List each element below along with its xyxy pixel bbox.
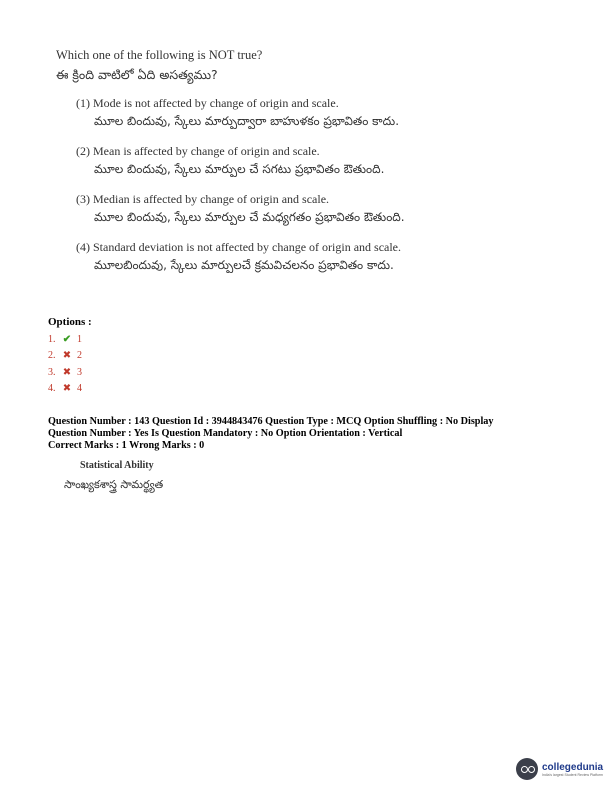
statement-1-en: (1) Mode is not affected by change of origin and scale. [76,96,339,110]
option-2[interactable] [48,348,92,365]
collegedunia-logo [516,752,608,786]
check-icon: ✔ [62,333,72,345]
statement-4-en: (4) Standard deviation is not affected by change of origin and scale. [76,240,402,254]
statement-4-te: మూలబిందువు, స్కేలు మార్పులచే క్రమవిచలనం ప్రభావితం కాదు. [94,258,394,272]
statement-2-en: (2) Mean is affected by change of origin and scale. [76,144,320,158]
options-header: Options : [48,316,92,328]
option-value: 3 [77,366,82,378]
option-4[interactable] [48,381,92,398]
option-value: 1 [77,333,82,345]
statement-2 [76,144,536,179]
option-1[interactable] [48,331,92,348]
logo-brand: collegedunia [542,761,604,773]
meta-line-2: Question Number : Yes Is Question Mandatory : No Option Orientation : Vertical [48,428,403,439]
question-text-en: Which one of the following is NOT true? [56,48,263,62]
option-value: 4 [77,383,82,395]
statement-3-en: (3) Median is affected by change of origin and scale. [76,192,330,206]
cross-icon: ✖ [62,383,72,395]
statement-3 [76,192,536,227]
option-number: 1. [48,333,56,345]
statement-1-te: మూల బిందువు, స్కేలు మార్పుద్వారా బాహుళకం ప్రభావితం కాదు. [94,114,400,128]
question-block [56,48,556,86]
meta-line-1: Question Number : 143 Question Id : 3944843476 Question Type : MCQ Option Shuffling : No Display [48,416,494,427]
subject-title-en: Statistical Ability [80,460,154,471]
statement-3-te: మూల బిందువు, స్కేలు మార్పుల చే మధ్యగతం ప్రభావితం ఔతుంది. [94,210,405,224]
option-number: 4. [48,383,56,395]
subject-title-te: సాంఖ్యకశాస్త్ర సామర్థ్యత [64,478,164,491]
statement-1 [76,96,536,131]
option-number: 3. [48,366,56,378]
subject-section [64,460,164,494]
question-meta [48,416,588,452]
option-number: 2. [48,350,56,362]
question-text-te: ఈ క్రింది వాటిలో ఏది అసత్యము? [56,67,218,82]
option-value: 2 [77,350,82,362]
options-list [48,316,92,397]
statement-4 [76,240,536,275]
mascot-icon [516,758,538,780]
cross-icon: ✖ [62,366,72,378]
logo-tagline: India's largest Student Review Platform [542,772,603,777]
meta-line-3: Correct Marks : 1 Wrong Marks : 0 [48,440,205,451]
cross-icon: ✖ [62,350,72,362]
statement-2-te: మూల బిందువు, స్కేలు మార్పుల చే సగటు ప్రభావితం ఔతుంది. [94,162,385,176]
option-3[interactable] [48,364,92,381]
